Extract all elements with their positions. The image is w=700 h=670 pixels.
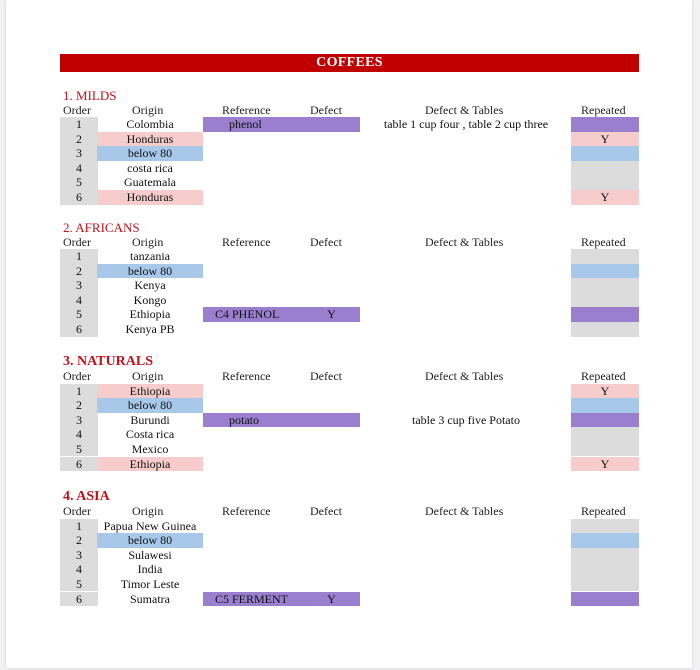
table-row (0, 132, 700, 147)
origin-cell: Guatemala (124, 175, 176, 190)
table-row (0, 457, 700, 472)
repeated-cell (571, 161, 639, 176)
header-reference: Reference (222, 504, 271, 518)
order-cell: 1 (60, 519, 98, 534)
origin-cell: Burundi (130, 412, 170, 427)
table-row (0, 577, 700, 592)
repeated-cell (571, 264, 639, 279)
repeated-cell: Y (571, 384, 639, 399)
defect-cell: Y (303, 307, 360, 322)
repeated-cell (571, 442, 639, 457)
table-row (0, 249, 700, 264)
defect-tables-cell: table 1 cup four , table 2 cup three (383, 117, 549, 131)
origin-cell: below 80 (97, 398, 203, 413)
origin-cell: below 80 (97, 533, 203, 548)
repeated-cell (571, 117, 639, 132)
origin-cell: tanzania (130, 249, 170, 263)
origin-cell: costa rica (127, 160, 173, 175)
order-cell: 1 (60, 384, 98, 399)
repeated-cell (571, 398, 639, 413)
repeated-cell (571, 322, 639, 337)
order-cell: 6 (60, 190, 98, 205)
header-defect-tables: Defect & Tables (425, 235, 504, 249)
table-row (0, 293, 700, 308)
reference-cell: potato (203, 413, 360, 428)
header-origin: Origin (132, 369, 164, 383)
section-title: 4. ASIA (63, 489, 110, 504)
origin-cell: Ethiopia (97, 384, 203, 399)
order-cell: 5 (60, 577, 98, 592)
origin-cell: India (137, 562, 163, 577)
table-row (0, 427, 700, 442)
origin-cell: Kenya PB (125, 322, 175, 336)
header-defect: Defect (310, 235, 342, 249)
table-row (0, 322, 700, 337)
origin-cell: below 80 (97, 264, 203, 279)
table-row (0, 442, 700, 457)
table-row (0, 117, 700, 132)
order-cell: 2 (60, 398, 98, 413)
table-row (0, 146, 700, 161)
header-order: Order (63, 504, 91, 518)
header-defect-tables: Defect & Tables (425, 103, 504, 117)
repeated-cell (571, 592, 639, 607)
table-row (0, 398, 700, 413)
header-origin: Origin (132, 504, 164, 518)
origin-cell: Costa rica (125, 427, 175, 442)
repeated-cell (571, 577, 639, 592)
order-cell: 5 (60, 307, 98, 322)
reference-cell: C5 FERMENT (203, 592, 303, 607)
order-cell: 3 (60, 278, 98, 293)
header-defect-tables: Defect & Tables (425, 504, 504, 518)
header-reference: Reference (222, 369, 271, 383)
order-cell: 5 (60, 442, 98, 457)
header-reference: Reference (222, 103, 271, 117)
section-title: 3. NATURALS (63, 354, 153, 369)
table-row (0, 562, 700, 577)
header-order: Order (63, 103, 91, 117)
order-cell: 3 (60, 413, 98, 428)
repeated-cell: Y (571, 190, 639, 205)
repeated-cell (571, 519, 639, 534)
origin-cell: Papua New Guinea (103, 518, 197, 533)
order-cell: 4 (60, 161, 98, 176)
order-cell: 2 (60, 533, 98, 548)
order-cell: 2 (60, 264, 98, 279)
header-order: Order (63, 369, 91, 383)
header-origin: Origin (132, 235, 164, 249)
repeated-cell (571, 307, 639, 322)
repeated-cell (571, 427, 639, 442)
order-cell: 6 (60, 592, 98, 607)
repeated-cell (571, 249, 639, 264)
reference-cell: C4 PHENOL (203, 307, 303, 322)
order-cell: 4 (60, 293, 98, 308)
header-repeated: Repeated (581, 235, 626, 249)
order-cell: 6 (60, 322, 98, 337)
order-cell: 3 (60, 548, 98, 563)
reference-cell: phenol (203, 117, 360, 132)
repeated-cell (571, 562, 639, 577)
order-cell: 5 (60, 175, 98, 190)
order-cell: 3 (60, 146, 98, 161)
table-row (0, 413, 700, 428)
order-cell: 4 (60, 427, 98, 442)
header-order: Order (63, 235, 91, 249)
header-defect-tables: Defect & Tables (425, 369, 504, 383)
repeated-cell (571, 548, 639, 563)
origin-cell: Kongo (133, 292, 167, 307)
order-cell: 1 (60, 249, 98, 264)
section-title: 2. AFRICANS (63, 220, 140, 235)
table-row (0, 548, 700, 563)
origin-cell: Honduras (97, 190, 203, 205)
repeated-cell (571, 146, 639, 161)
header-defect: Defect (310, 504, 342, 518)
table-row (0, 533, 700, 548)
table-row (0, 384, 700, 399)
origin-cell: Ethiopia (97, 457, 203, 472)
origin-cell: Ethiopia (129, 307, 171, 322)
document-title: COFFEES (60, 54, 639, 72)
origin-cell: Kenya (134, 278, 166, 293)
table-row (0, 278, 700, 293)
repeated-cell (571, 413, 639, 428)
table-row (0, 264, 700, 279)
table-row (0, 592, 700, 607)
order-cell: 6 (60, 457, 98, 472)
repeated-cell (571, 175, 639, 190)
order-cell: 2 (60, 132, 98, 147)
origin-cell: Mexico (131, 441, 169, 456)
table-row (0, 190, 700, 205)
origin-cell: Timor Leste (120, 576, 180, 591)
header-repeated: Repeated (581, 369, 626, 383)
repeated-cell: Y (571, 132, 639, 147)
table-row (0, 307, 700, 322)
repeated-cell (571, 533, 639, 548)
origin-cell: Colombia (126, 117, 174, 131)
repeated-cell (571, 293, 639, 308)
header-defect: Defect (310, 103, 342, 117)
table-row (0, 519, 700, 534)
repeated-cell (571, 278, 639, 293)
origin-cell: Honduras (97, 132, 203, 147)
header-repeated: Repeated (581, 103, 626, 117)
header-reference: Reference (222, 235, 271, 249)
defect-tables-cell: table 3 cup five Potato (412, 412, 520, 427)
table-row (0, 175, 700, 190)
order-cell: 4 (60, 562, 98, 577)
table-row (0, 161, 700, 176)
origin-cell: Sumatra (130, 591, 170, 606)
origin-cell: Sulawesi (128, 547, 172, 562)
header-origin: Origin (132, 103, 164, 117)
defect-cell: Y (303, 592, 360, 607)
section-title: 1. MILDS (63, 88, 117, 103)
header-defect: Defect (310, 369, 342, 383)
header-repeated: Repeated (581, 504, 626, 518)
origin-cell: below 80 (97, 146, 203, 161)
order-cell: 1 (60, 117, 98, 132)
repeated-cell: Y (571, 457, 639, 472)
